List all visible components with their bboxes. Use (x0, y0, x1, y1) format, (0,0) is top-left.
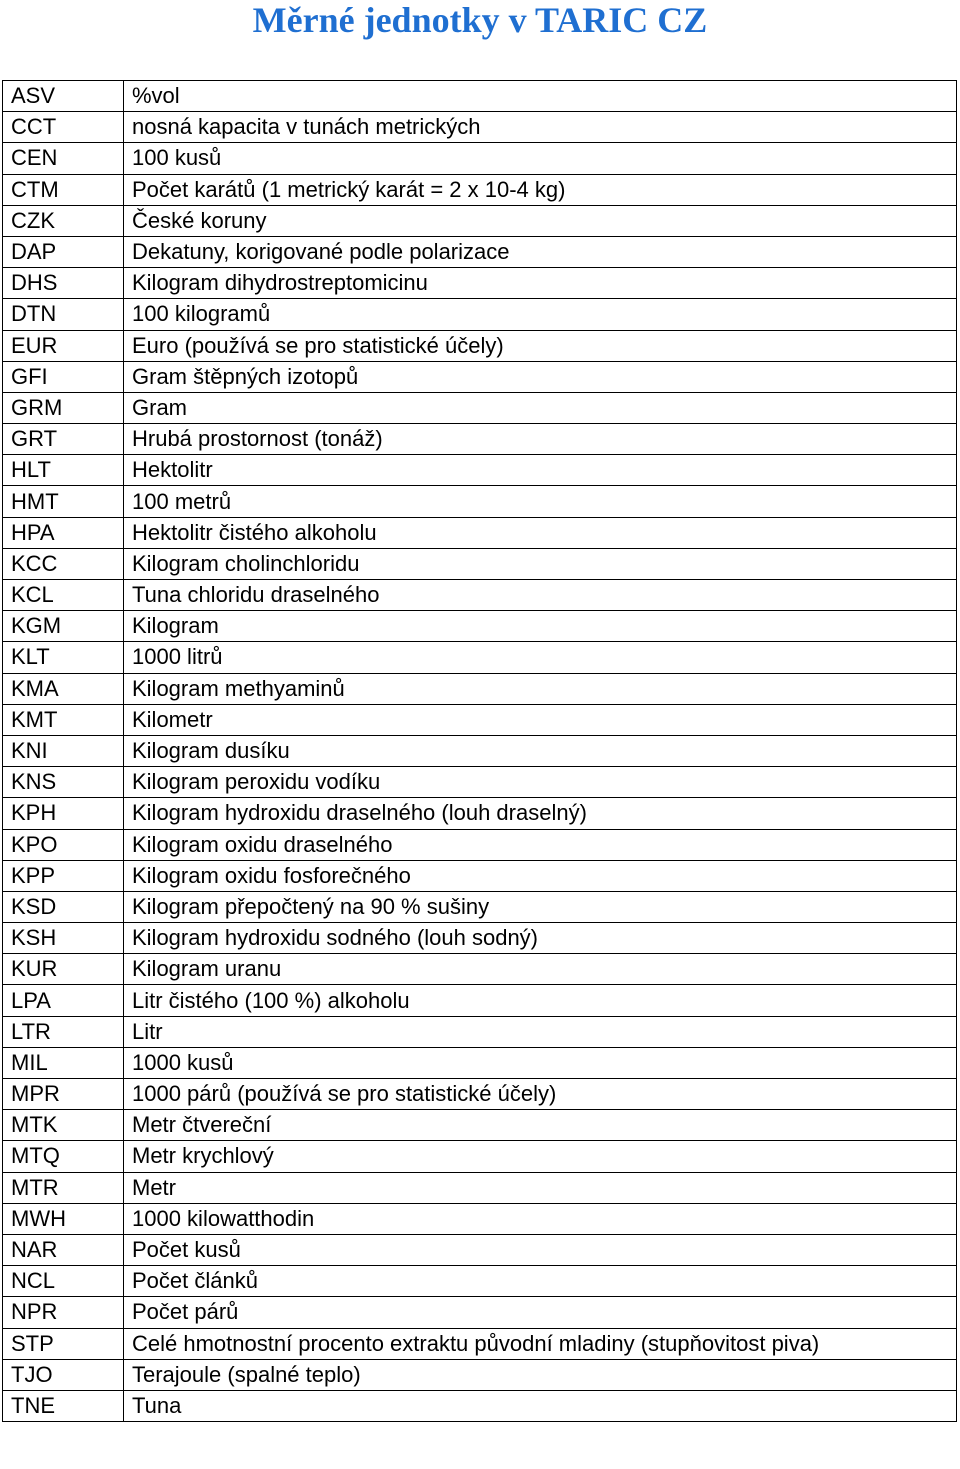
unit-description-cell: Kilometr (124, 704, 957, 735)
unit-code-cell: LTR (3, 1016, 124, 1047)
unit-code-cell: MPR (3, 1079, 124, 1110)
table-row (3, 735, 957, 766)
table-row (3, 860, 957, 891)
table-row (3, 174, 957, 205)
unit-code-cell: GFI (3, 361, 124, 392)
unit-code-cell: MTR (3, 1172, 124, 1203)
table-row (3, 1047, 957, 1078)
unit-code-cell: KPO (3, 829, 124, 860)
table-row (3, 985, 957, 1016)
unit-code-cell: NPR (3, 1297, 124, 1328)
table-row (3, 236, 957, 267)
table-row (3, 642, 957, 673)
table-row (3, 548, 957, 579)
unit-description-cell: nosná kapacita v tunách metrických (124, 112, 957, 143)
unit-code-cell: MWH (3, 1203, 124, 1234)
unit-code-cell: DHS (3, 268, 124, 299)
unit-code-cell: KCC (3, 548, 124, 579)
unit-description-cell: 1000 párů (používá se pro statistické účely) (124, 1079, 957, 1110)
unit-code-cell: DTN (3, 299, 124, 330)
table-row (3, 1203, 957, 1234)
unit-code-cell: MTQ (3, 1141, 124, 1172)
unit-code-cell: EUR (3, 330, 124, 361)
table-row (3, 268, 957, 299)
unit-code-cell: CEN (3, 143, 124, 174)
unit-code-cell: KSH (3, 923, 124, 954)
table-row (3, 704, 957, 735)
unit-description-cell: Tuna chloridu draselného (124, 580, 957, 611)
unit-description-cell: Terajoule (spalné teplo) (124, 1359, 957, 1390)
unit-code-cell: HLT (3, 455, 124, 486)
table-row (3, 767, 957, 798)
table-row (3, 424, 957, 455)
unit-description-cell: Tuna (124, 1390, 957, 1421)
table-row (3, 112, 957, 143)
unit-code-cell: KMT (3, 704, 124, 735)
unit-description-cell: Kilogram hydroxidu sodného (louh sodný) (124, 923, 957, 954)
table-row (3, 392, 957, 423)
unit-description-cell: Počet kusů (124, 1234, 957, 1265)
table-row (3, 1390, 957, 1421)
unit-description-cell: Kilogram oxidu fosforečného (124, 860, 957, 891)
unit-description-cell: Hektolitr čistého alkoholu (124, 517, 957, 548)
unit-description-cell: Kilogram peroxidu vodíku (124, 767, 957, 798)
unit-code-cell: NCL (3, 1266, 124, 1297)
units-table (2, 80, 957, 1422)
unit-description-cell: Kilogram dihydrostreptomicinu (124, 268, 957, 299)
table-row (3, 1297, 957, 1328)
unit-description-cell: Počet párů (124, 1297, 957, 1328)
unit-description-cell: Euro (používá se pro statistické účely) (124, 330, 957, 361)
table-row (3, 1266, 957, 1297)
table-row (3, 517, 957, 548)
table-row (3, 798, 957, 829)
unit-code-cell: LPA (3, 985, 124, 1016)
unit-code-cell: KLT (3, 642, 124, 673)
unit-description-cell: Hrubá prostornost (tonáž) (124, 424, 957, 455)
unit-description-cell: 1000 kusů (124, 1047, 957, 1078)
unit-description-cell: Počet článků (124, 1266, 957, 1297)
unit-code-cell: KSD (3, 891, 124, 922)
table-row (3, 891, 957, 922)
table-row (3, 954, 957, 985)
table-row (3, 1016, 957, 1047)
table-row (3, 486, 957, 517)
unit-description-cell: Metr čtvereční (124, 1110, 957, 1141)
unit-description-cell: Kilogram uranu (124, 954, 957, 985)
table-row (3, 1079, 957, 1110)
unit-code-cell: MTK (3, 1110, 124, 1141)
unit-description-cell: Metr krychlový (124, 1141, 957, 1172)
unit-code-cell: CTM (3, 174, 124, 205)
unit-code-cell: TJO (3, 1359, 124, 1390)
unit-code-cell: ASV (3, 81, 124, 112)
unit-description-cell: %vol (124, 81, 957, 112)
unit-description-cell: Kilogram cholinchloridu (124, 548, 957, 579)
unit-description-cell: Litr čistého (100 %) alkoholu (124, 985, 957, 1016)
unit-code-cell: KGM (3, 611, 124, 642)
units-table-body (3, 81, 957, 1422)
table-row (3, 361, 957, 392)
table-row (3, 1328, 957, 1359)
unit-description-cell: Kilogram oxidu draselného (124, 829, 957, 860)
table-row (3, 580, 957, 611)
unit-description-cell: Celé hmotnostní procento extraktu původní mladiny (stupňovitost piva) (124, 1328, 957, 1359)
unit-code-cell: KNI (3, 735, 124, 766)
table-row (3, 1110, 957, 1141)
unit-code-cell: STP (3, 1328, 124, 1359)
unit-description-cell: Kilogram dusíku (124, 735, 957, 766)
unit-description-cell: Metr (124, 1172, 957, 1203)
unit-description-cell: Litr (124, 1016, 957, 1047)
unit-code-cell: KUR (3, 954, 124, 985)
unit-code-cell: KCL (3, 580, 124, 611)
table-row (3, 455, 957, 486)
unit-code-cell: KPP (3, 860, 124, 891)
unit-code-cell: KNS (3, 767, 124, 798)
unit-description-cell: Gram štěpných izotopů (124, 361, 957, 392)
unit-description-cell: Kilogram (124, 611, 957, 642)
unit-description-cell: Hektolitr (124, 455, 957, 486)
table-row (3, 829, 957, 860)
unit-description-cell: 1000 litrů (124, 642, 957, 673)
unit-description-cell: 100 metrů (124, 486, 957, 517)
table-row (3, 299, 957, 330)
unit-description-cell: Kilogram methyaminů (124, 673, 957, 704)
table-row (3, 611, 957, 642)
unit-code-cell: TNE (3, 1390, 124, 1421)
unit-code-cell: KMA (3, 673, 124, 704)
table-row (3, 1141, 957, 1172)
unit-description-cell: Počet karátů (1 metrický karát = 2 x 10-4 kg) (124, 174, 957, 205)
unit-description-cell: 100 kilogramů (124, 299, 957, 330)
table-row (3, 1234, 957, 1265)
unit-code-cell: GRT (3, 424, 124, 455)
table-row (3, 81, 957, 112)
unit-code-cell: MIL (3, 1047, 124, 1078)
table-row (3, 1359, 957, 1390)
unit-description-cell: České koruny (124, 205, 957, 236)
table-row (3, 205, 957, 236)
unit-description-cell: Kilogram hydroxidu draselného (louh draselný) (124, 798, 957, 829)
unit-code-cell: GRM (3, 392, 124, 423)
unit-code-cell: CCT (3, 112, 124, 143)
unit-code-cell: NAR (3, 1234, 124, 1265)
unit-description-cell: Gram (124, 392, 957, 423)
table-row (3, 143, 957, 174)
table-row (3, 330, 957, 361)
page-title: Měrné jednotky v TARIC CZ (252, 0, 708, 40)
unit-description-cell: 1000 kilowatthodin (124, 1203, 957, 1234)
table-row (3, 923, 957, 954)
unit-description-cell: 100 kusů (124, 143, 957, 174)
unit-code-cell: HMT (3, 486, 124, 517)
unit-code-cell: DAP (3, 236, 124, 267)
table-row (3, 1172, 957, 1203)
unit-description-cell: Dekatuny, korigované podle polarizace (124, 236, 957, 267)
unit-code-cell: CZK (3, 205, 124, 236)
table-row (3, 673, 957, 704)
unit-description-cell: Kilogram přepočtený na 90 % sušiny (124, 891, 957, 922)
unit-code-cell: HPA (3, 517, 124, 548)
unit-code-cell: KPH (3, 798, 124, 829)
